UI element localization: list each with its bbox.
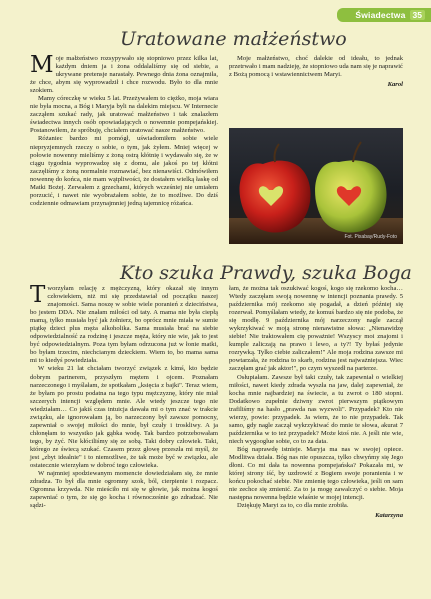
author-signature: Karol [387, 81, 403, 89]
paragraph [30, 282, 218, 365]
photo-caption: Fot. Pixabay/Rudy-Foto [344, 234, 397, 240]
paragraph: Moje małżeństwo, choć dalekie od ideału, to jednak przetrwało i mam nadzieję, że stopniowo uda nam się je naprawić z Bożą pomocą i wstawiennictwem Maryi. [229, 55, 403, 79]
paragraph: Bóg naprawdę istnieje. Maryja ma nas w swojej opiece. Modlitwa działa. Bóg nas nie opuszcza, tylko chwyńmy się Jego dłoni. Co mi dała ta nowenna pompejańska? Pokazała mi, w której strony iść, by uzdrowić z Bogiem swoje poranienia i w końcu pokochać siebie. Nie zmienię tego człowieka, jeśli on sam nie zechce się zmienić. Za to ja mogę zawalczyć o siebie. Moja następna nowenna będzie właśnie w mojej intencji. [229, 445, 403, 502]
apple-photo [229, 128, 403, 244]
section-tab [337, 8, 431, 22]
apple-heart-image [229, 128, 403, 244]
paragraph-text: worzyłam relację z mężczyzną, który okazał się innym człowiekiem, niż mi się przedstawiał od początku naszej znajomości. Sama noszę w sobie wiele poranień z dzieciństwa, bo jestem DDA. Nie znałam miłości od taty. A mama nie była ciepłą mamą, tylko musiała być jak żołnierz, bo oprócz mnie miała w sumie piątkę dzieci plus męża alkoholika. Sama musiała brać na siebie odpowiedzialność za rodzinę i jeszcze męża, który nie wie, jak to jest być odpowiedzialnym. Poza tym byłam odrzucona już w łonie matki, bo byłam trzecim, niechcianym dzieckiem. Wiem to, bo mama sama mi to kiedyś powiedziała. [30, 285, 218, 365]
article-column [30, 282, 218, 510]
paragraph: W wieku 21 lat chciałam tworzyć związek z kimś, kto będzie dobrym partnerem, przyszłym mężem i ojcem. Poznałam narzeczonego i myślałam, że spotkałam „księcia z bajki". Teraz wiem, że byłam po prostu podatna na tego typu mężczyznę, który nie miał szczerych intencji względem mnie. Ale wtedy jeszcze tego nie wiedziałam… Co jakiś czas intuicja dawała mi o tym znać w trakcie związku, ale ignorowałam ją, bo narzeczony był zawsze pomocny, zapewniał o swojej miłości do mnie, był czuły i troskliwy. A ja chłonęłam to wszystko jak gąbka wodę. Tak bardzo potrzebowałam tego, by żyć. Nie kłóciliśmy się ze sobą. Taki dobry człowiek. Taki, którego ze świecą szukać. Czasem przez głowę przeszła mi myśl, że jest „zbyt idealnie" i to niemożliwe, że tak może być w związku, ale ostatecznie wierzyłam w dobroć tego człowieka. [30, 365, 218, 470]
paragraph: Różaniec bardzo mi pomógł, uświadomiłem sobie wiele niepryzjemnych rzeczy o sobie, o tym, jak żyłem. Mniej więcej w połowie nowenny mieliśmy z żoną ostrą kłótnię i wydawało się, że w ciągu tygodnia wyprowadzę się z domu, ale jakoś po tej kłótni zaczęliśmy z żoną normalnie rozmawiać, bez nienawiści. Odmówiłem nowennę do końca, nie mam wątpliwości, że dostałem wielką łaskę od Matki Bożej. Zerwałem z grzechami, których wcześniej nie umiałem porzucić, i nawet nie wyobrażałem sobie, że to możliwe. Do dziś codziennie odmawiam przynajmniej jedną tajemnicę różańca. [30, 135, 218, 207]
paragraph: łam, że można tak oszukiwać kogoś, kogo się rzekomo kocha… Wtedy zaczęłam swoją nowennę w intencji poznania prawdy. 5 października mój rzekomo się pogadał, a dzień później się rozerwał. Pomyślałam wtedy, że komuś bardzo się nie podoba, że się modlę. 9 października mój narzeczony nagle zaczął wykrzykiwać w moją stronę nienawistne słowa: „Nienawidzę siebie! Nie traktowałem cię poważnie! Wszyscy moi znajomi i kumple zaliczają na prawo i lewo, a ty?! Ty byłaś jedynie rozrywką. Tylko ciebie zaliczałem!" Ale moja rodzina zawsze mi powtarzała, że rodzina to skarb, rodzina jest najważniejsza. Wiec zaczęłam grać jak aktor!", po czym wyszedł na parterze. [229, 285, 403, 373]
article-column [229, 285, 403, 520]
article-title: Kto szuka Prawdy, szuka Boga [120, 262, 412, 284]
article-column [30, 52, 218, 208]
paragraph-text: oje małżeństwo rozsypywało się stopniowo przez kilka lat, każdym dniem ja i żona oddalaliśmy się od siebie, a ukrywane pretensje narastały. Pewnego dnia żona oznajmiła, że chce, abym się wyprowadził i chce rozwodu. Było to dla mnie szokiem. [30, 55, 218, 95]
paragraph: Dziękuję Maryi za to, co dla mnie zrobiła. [237, 502, 349, 510]
paragraph: W najmniej spodziewanym momencie dowiedziałam się, że mnie zdradza. To był dla mnie ogromny szok, ból, cierpienie i rozpacz. Ogromna krzywda. Nie mieściło mi się w głowie, jak można kogoś zapewniać o tym, że się go kocha i równocześnie go zdradzać. Nie sądzi- [30, 470, 218, 510]
author-signature: Katarzyna [375, 512, 403, 520]
article-column [229, 55, 403, 89]
section-label: Świadectwa [355, 10, 406, 20]
drop-cap: T [30, 282, 46, 308]
page-number: 35 [410, 10, 425, 20]
drop-cap: M [30, 52, 54, 78]
paragraph: Mamy córeczkę w wieku 5 lat. Przeżywałem to ciężko, moja wiara nie była mocna, a Bóg i Maryja byli na dalekim miejscu. W Internecie zacząłem szukać rady, jak uratować małżeństwo i tak znalazłem świadectwa innych osób opowiadających o nowennie pompejańskiej. Postanowiłem, że spróbuję, chciałem uratować nasze małżeństwo. [30, 95, 218, 135]
paragraph [30, 52, 218, 95]
article-title: Uratowane małżeństwo [120, 28, 347, 50]
paragraph: Osłupiałam. Zawsze był taki czuły, tak zapewniał o wielkiej miłości, nawet kiedy zdrada wyszła na jaw, dalej zapewniał, że kocha mnie najbardziej na świecie, a tu zwrot o 180 stopni. Dodatkowo zupełnie dziwny zwrot pierwszym piątkowym trafiliśmy na hasło „prawda nas wyzwoli". Przypadek? Kto nie wierzy, powie: przypadek. Ja wiem, że to nie przypadek. Tak samo, gdy nagle zaczął wykrzykiwać do mnie te słowa, akurat 7 października w to też przypadek? Może ktoś nie. A jeśli nie wie, niech wygooglue sobie, co to za data. [229, 373, 403, 445]
